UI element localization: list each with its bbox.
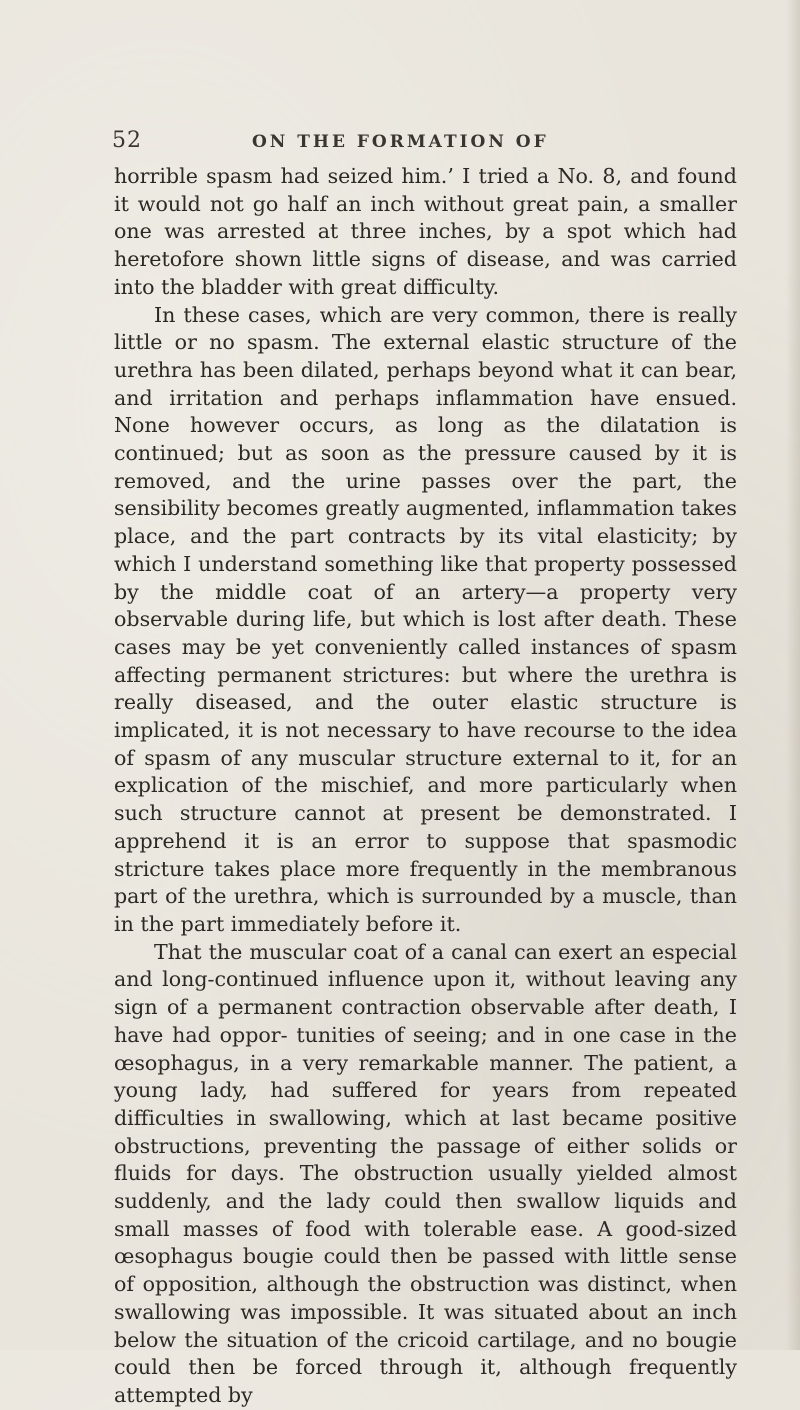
body-text [114,163,737,1410]
running-head [112,128,752,158]
page-number: 52 [112,128,142,153]
paragraph-2: In these cases, which are very common, there is really little or no spasm. The external elastic structure of the urethra has been dilated, perhaps beyond what it can bear, and irritation and perhaps inflammation have ensued. None however occurs, as long as the dilatation is continued; but as soon as the pressure caused by it is removed, and the urine passes over the part, the sensibility becomes greatly augmented, inflammation takes place, and the part contracts by its vital elasticity; by which I understand something like that property possessed by the middle coat of an artery—a property very observable during life, but which is lost after death. These cases may be yet conveniently called instances of spasm affecting permanent strictures: but where the urethra is really diseased, and the outer elastic structure is implicated, it is not necessary to have recourse to the idea of spasm of any muscular structure external to it, for an explication of the mischief, and more particularly when such structure cannot at present be demonstrated. I apprehend it is an error to suppose that spasmodic stricture takes place more frequently in the membranous part of the urethra, which is surrounded by a muscle, than in the part immediately before it. [114,302,737,936]
paragraph-3: That the muscular coat of a canal can exert an especial and long-continued influence upon it, without leaving any sign of a permanent contraction observable after death, I have had oppor- tunities of seeing; and in one case in the œsophagus, in a very remarkable manner. The patient, a young lady, had suffered for years from repeated difficulties in swallowing, which at last became positive obstructions, preventing the passage of either solids or fluids for days. The obstruction usually yielded almost suddenly, and the lady could then swallow liquids and small masses of food with tolerable ease. A good-sized œsophagus bougie could then be passed with little sense of opposition, although the obstruction was distinct, when swallowing was impossible. It was situated about an inch below the situation of the cricoid cartilage, and no bougie could then be forced through it, although frequently attempted by [114,939,737,1407]
paragraph-1: horrible spasm had seized him.’ I tried a No. 8, and found it would not go half an inch without great pain, a smaller one was arrested at three inches, by a spot which had heretofore shown little signs of disease, and was carried into the bladder with great difficulty. [114,164,737,299]
running-head-title: ON THE FORMATION OF [252,132,549,152]
page-edge-shadow [786,0,800,1350]
